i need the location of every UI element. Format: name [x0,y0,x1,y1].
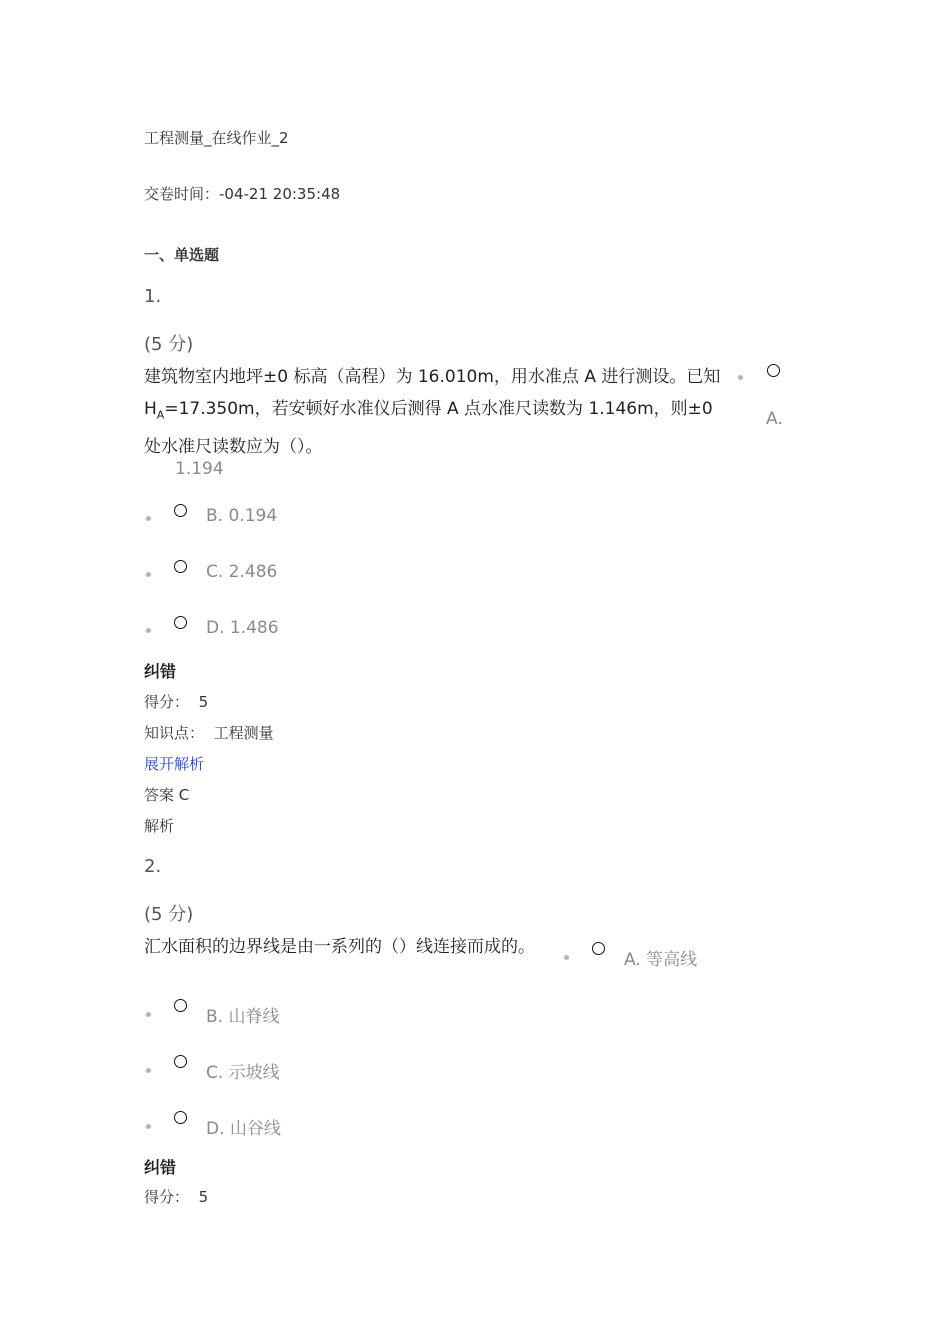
bullet-dot [146,628,151,633]
q1-option-b-radio[interactable] [174,504,187,517]
question-1-stem [144,361,734,463]
bullet-dot [738,375,743,380]
q2-option-d-label: D. 山谷线 [206,1119,281,1139]
q2-correction-link[interactable]: 纠错 [144,1158,177,1177]
q1-expand-analysis-link[interactable]: 展开解析 [144,755,205,773]
q1-knowledge: 知识点： 工程测量 [144,724,274,742]
question-1-stem-line-3: 处水准尺读数应为（）。 [144,437,323,458]
q1-option-d-radio[interactable] [174,616,187,629]
q1-option-a-value: 1.194 [175,459,224,479]
q2-points: 得分： 5 [144,1188,209,1206]
q1-answer: 答案 C [144,786,190,804]
q2-option-a-radio[interactable] [592,942,605,955]
q2-option-d-radio[interactable] [174,1111,187,1124]
q1-option-c-radio[interactable] [174,560,187,573]
question-2-score: (5 分) [144,904,194,925]
question-2-stem: 汇水面积的边界线是由一系列的（）线连接而成的。 [144,937,535,957]
section-heading: 一、单选题 [144,246,220,264]
bullet-dot [564,955,569,960]
bullet-dot [146,572,151,577]
q1-option-b-label: B. 0.194 [206,506,278,526]
q1-points: 得分： 5 [144,693,209,711]
submit-time-value: -04-21 20:35:48 [219,185,341,203]
q2-option-c-radio[interactable] [174,1055,187,1068]
q1-option-c-label: C. 2.486 [206,562,278,582]
question-2-number: 2. [144,856,162,877]
q2-option-c-label: C. 示坡线 [206,1063,280,1083]
submit-time [144,183,340,204]
q1-option-a-label: A. [766,409,783,429]
submit-time-label: 交卷时间： [144,185,220,203]
question-1-stem-line-2: $H_A=17.350m$，若安顿好水准仪后测得 A 点水准尺读数为 1.146m，则±0 [144,399,713,422]
q1-option-a-radio[interactable] [767,364,780,377]
page-title: 工程测量_在线作业_2 [144,129,289,147]
q2-option-a-label: A. 等高线 [624,950,698,970]
q1-correction-link[interactable]: 纠错 [144,662,177,681]
q1-analysis-label: 解析 [144,817,175,835]
bullet-dot [146,516,151,521]
bullet-dot [146,1124,151,1129]
question-1-score: (5 分) [144,334,194,355]
q2-option-b-radio[interactable] [174,999,187,1012]
question-1-number: 1. [144,286,162,307]
bullet-dot [146,1068,151,1073]
question-1-stem-line-1: 建筑物室内地坪±0 标高（高程）为 16.010m，用水准点 A 进行测设。已知 [144,367,721,387]
q2-option-b-label: B. 山脊线 [206,1007,280,1027]
bullet-dot [146,1012,151,1017]
q1-option-d-label: D. 1.486 [206,618,279,638]
